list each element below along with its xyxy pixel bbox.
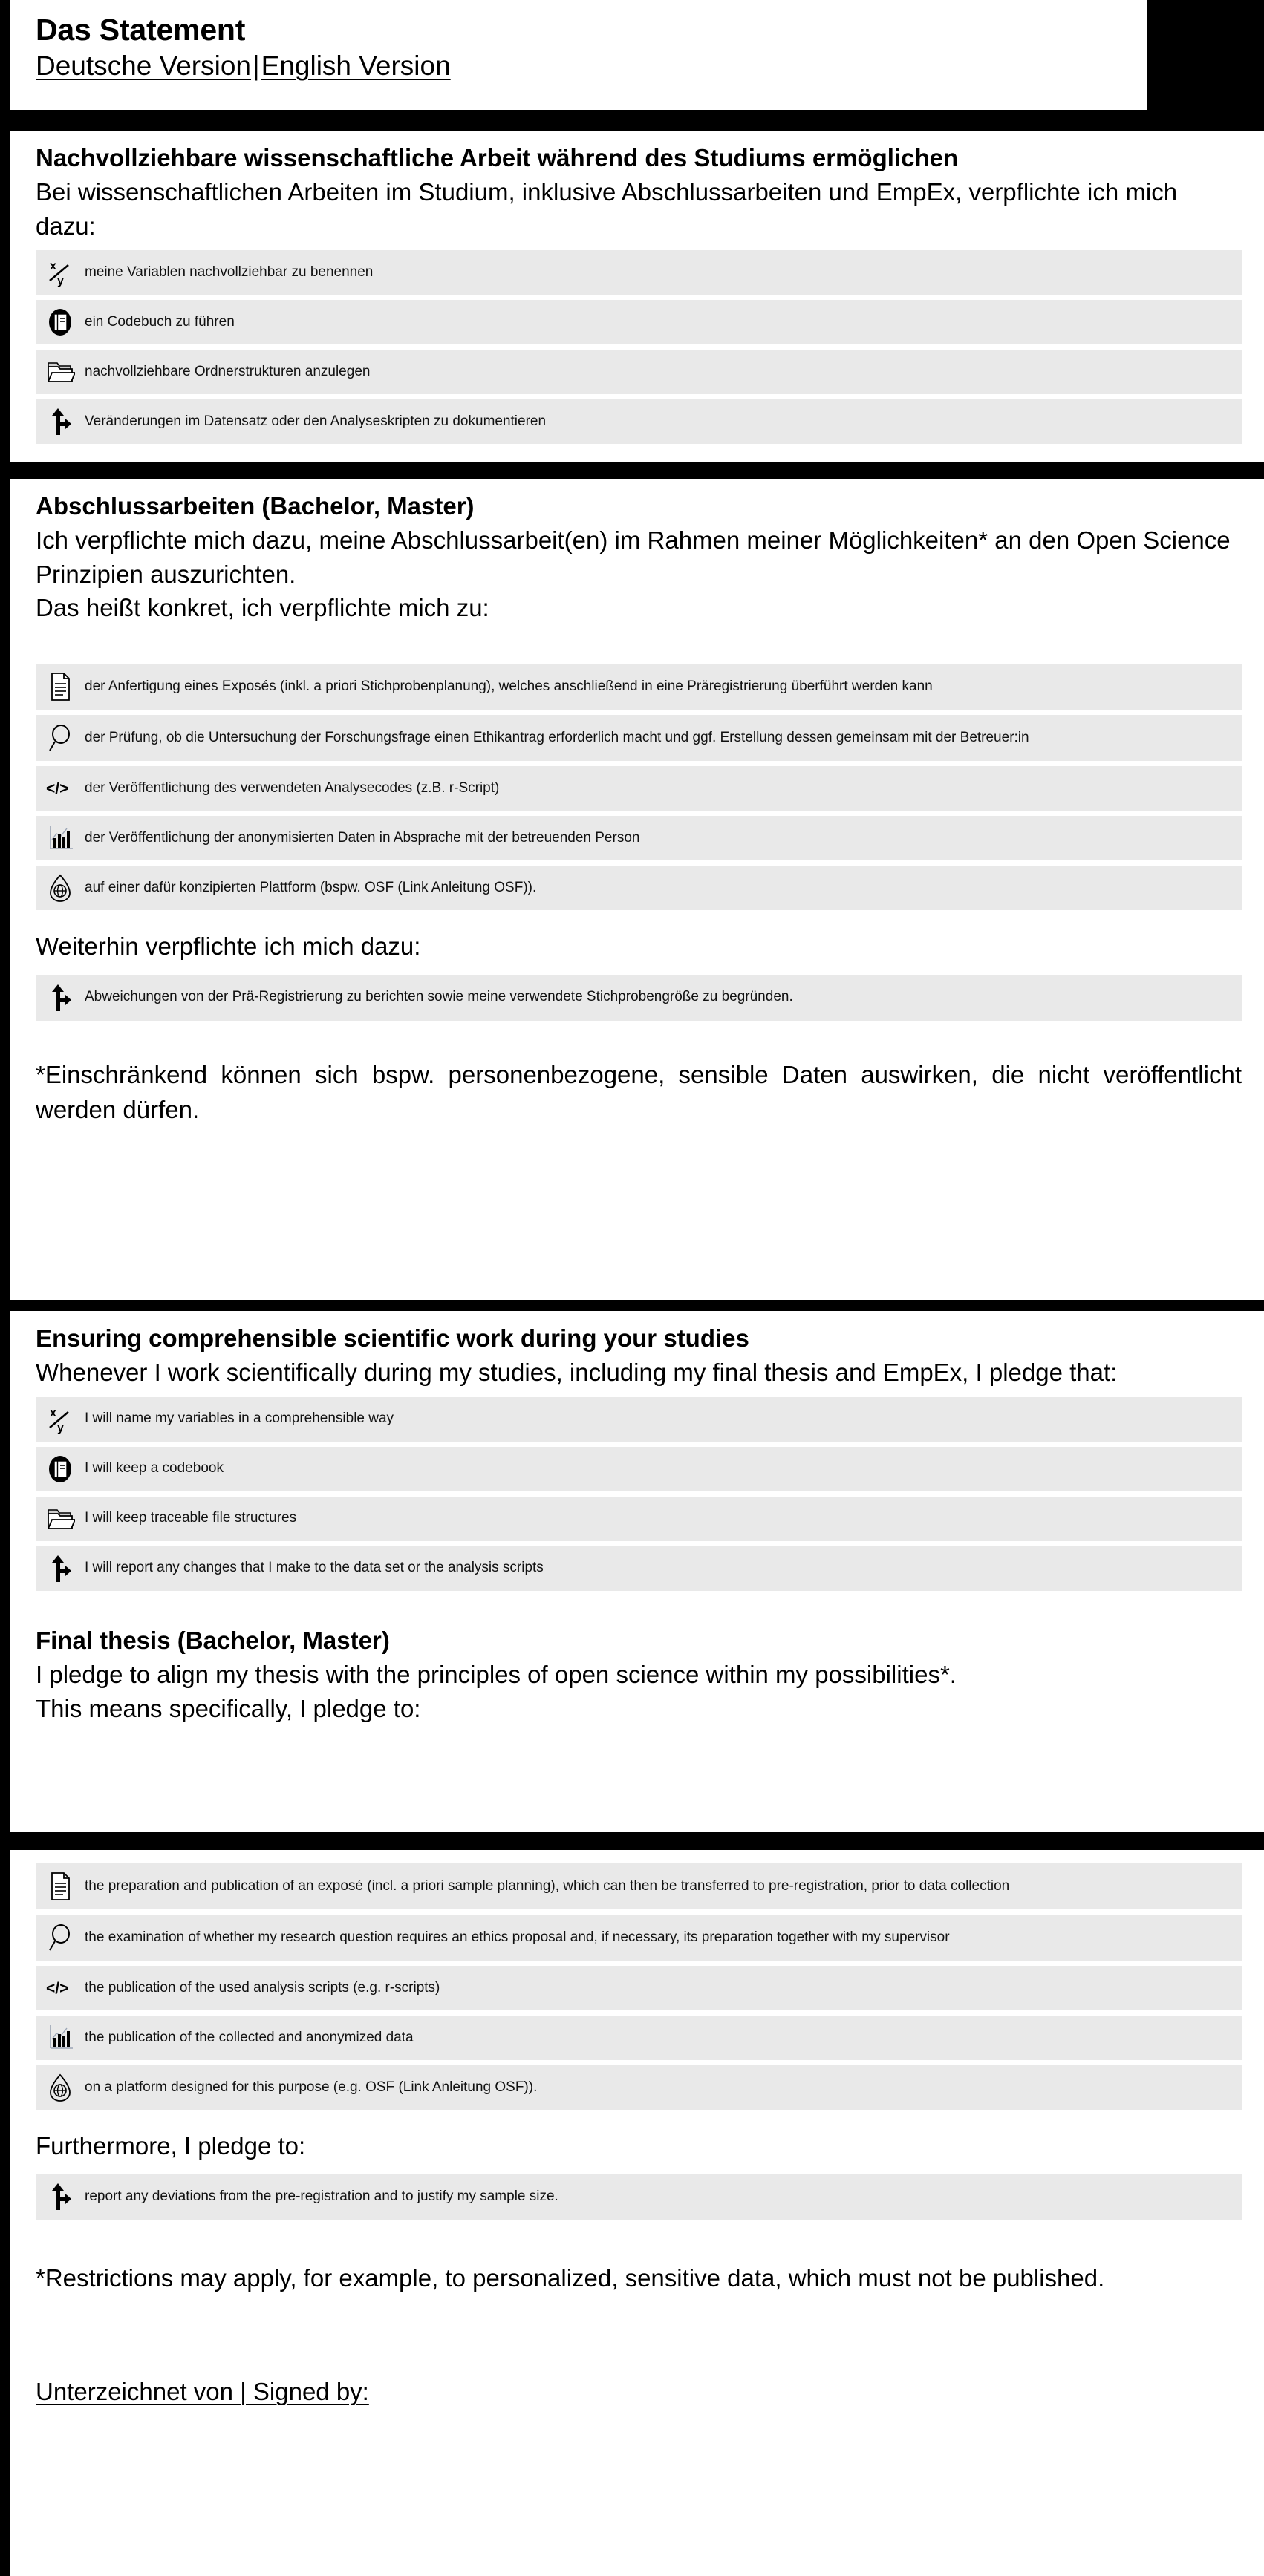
svg-text:x: x: [50, 1406, 56, 1419]
svg-text:</>: </>: [46, 780, 69, 798]
list-item[interactable]: [36, 715, 1242, 761]
magnifier-icon: [43, 1920, 77, 1955]
list-item[interactable]: [36, 664, 1242, 710]
list-item-label: Veränderungen im Datensatz oder den Analyseskripten zu dokumentieren: [85, 413, 547, 429]
list-item-label: auf einer dafür konzipierten Plattform (bspw. OSF (Link Anleitung OSF)).: [85, 880, 537, 895]
list-item[interactable]: [36, 1397, 1242, 1442]
section-en-thesis-further-list: [36, 2174, 1242, 2220]
section-en-thesis-lead: This means specifically, I pledge to:: [36, 1694, 421, 1722]
list-item-label: the publication of the collected and anonymized data: [85, 2029, 414, 2045]
svg-text:y: y: [57, 1421, 64, 1434]
list-item-label: nachvollziehbare Ordnerstrukturen anzulegen: [85, 363, 371, 379]
document-icon: [43, 1869, 77, 1903]
section-de-thesis-list: [36, 664, 1242, 910]
section-en-studies-paragraph: Whenever I work scientifically during my studies, including my final thesis and EmpEx, I pledge that:: [36, 1359, 1118, 1387]
codebook-icon: [43, 1452, 77, 1486]
list-item[interactable]: [36, 1863, 1242, 1909]
document-header: [10, 0, 1147, 110]
document-icon: [43, 670, 77, 704]
list-item-label: I will report any changes that I make to the data set or the analysis scripts: [85, 1560, 544, 1576]
list-item-label: on a platform designed for this purpose (e.g. OSF (Link Anleitung OSF)).: [85, 2079, 538, 2095]
list-item[interactable]: [36, 399, 1242, 444]
branching-arrow-icon: [43, 2180, 77, 2214]
list-item-label: Abweichungen von der Prä-Registrierung zu berichten sowie meine verwendete Stichprobengröße zu begründen.: [85, 989, 793, 1005]
section-en-thesis-list: [36, 1863, 1242, 2110]
section-en-thesis: [10, 1850, 1264, 2576]
globe-osf-icon: [43, 2070, 77, 2105]
section-en-thesis-further-lead: Furthermore, I pledge to:: [36, 2132, 306, 2160]
section-en-thesis-paragraph: I pledge to align my thesis with the principles of open science within my possibilities*.: [36, 1661, 957, 1688]
list-item[interactable]: [36, 975, 1242, 1021]
code-icon: [43, 1971, 77, 2005]
magnifier-icon: [43, 721, 77, 755]
section-de-studies: [10, 131, 1264, 462]
english-version-link[interactable]: English Version: [261, 50, 451, 82]
section-de-studies-heading: Nachvollziehbare wissenschaftliche Arbeit während des Studiums ermöglichen: [36, 144, 959, 171]
list-item-label: the publication of the used analysis scripts (e.g. r-scripts): [85, 1979, 440, 1995]
section-de-studies-paragraph: Bei wissenschaftlichen Arbeiten im Studium, inklusive Abschlussarbeiten und EmpEx, verpflichte ich mich dazu:: [36, 178, 1178, 240]
list-item[interactable]: [36, 1915, 1242, 1961]
folder-icon: [43, 1502, 77, 1536]
branching-arrow-icon: [43, 1552, 77, 1586]
section-en-thesis-heading: Final thesis (Bachelor, Master): [36, 1626, 390, 1654]
section-de-thesis-footnote: *Einschränkend können sich bspw. personenbezogene, sensible Daten auswirken, die nicht veröffentlicht werden dürfen.: [36, 1060, 1242, 1123]
section-en-thesis-footnote: *Restrictions may apply, for example, to personalized, sensitive data, which must not be published.: [36, 2264, 1105, 2292]
xy-variables-icon: [43, 255, 77, 290]
list-item-label: I will keep traceable file structures: [85, 1510, 297, 1526]
branching-arrow-icon: [43, 981, 77, 1015]
section-en-studies-heading: Ensuring comprehensible scientific work during your studies: [36, 1324, 749, 1352]
svg-text:x: x: [50, 260, 56, 273]
section-de-thesis-lead: Das heißt konkret, ich verpflichte mich zu:: [36, 594, 489, 622]
list-item-label: the preparation and publication of an exposé (incl. a priori sample planning), which can then be transferred to pre-registration, prior to data collection: [85, 1877, 1010, 1894]
code-icon: [43, 771, 77, 805]
list-item[interactable]: [36, 766, 1242, 811]
list-item[interactable]: [36, 866, 1242, 910]
language-switcher: [36, 50, 1147, 82]
list-item[interactable]: [36, 2174, 1242, 2220]
section-de-studies-list: [36, 250, 1242, 444]
section-de-thesis-paragraph: Ich verpflichte mich dazu, meine Abschlussarbeit(en) im Rahmen meiner Möglichkeiten* an den Open Science Prinzipien auszurichten.: [36, 526, 1231, 588]
codebook-icon: [43, 305, 77, 339]
folder-icon: [43, 355, 77, 389]
language-separator: |: [253, 50, 260, 82]
list-item[interactable]: [36, 350, 1242, 394]
list-item[interactable]: [36, 2065, 1242, 2110]
section-en-studies: [10, 1311, 1264, 1832]
list-item-label: ein Codebuch zu führen: [85, 313, 235, 330]
list-item[interactable]: [36, 300, 1242, 344]
list-item[interactable]: [36, 1497, 1242, 1541]
list-item-label: der Veröffentlichung des verwendeten Analysecodes (z.B. r-Script): [85, 780, 500, 796]
list-item-label: I will name my variables in a comprehensible way: [85, 1410, 394, 1427]
bar-chart-icon: [43, 821, 77, 855]
list-item-label: der Prüfung, ob die Untersuchung der Forschungsfrage einen Ethikantrag erforderlich macht und ggf. Erstellung dessen gemeinsam mit der Betreuer:in: [85, 730, 1029, 745]
section-de-thesis-further-list: [36, 975, 1242, 1021]
list-item[interactable]: [36, 1966, 1242, 2010]
section-de-thesis-further-lead: Weiterhin verpflichte ich mich dazu:: [36, 932, 421, 961]
globe-osf-icon: [43, 871, 77, 905]
signature-label: Unterzeichnet von | Signed by:: [36, 2378, 369, 2406]
list-item-label: der Anfertigung eines Exposés (inkl. a priori Stichprobenplanung), welches anschließend in eine Präregistrierung überführt werden kann: [85, 679, 933, 694]
section-de-thesis: [10, 479, 1264, 1300]
section-en-studies-list: [36, 1397, 1242, 1591]
list-item-label: report any deviations from the pre-registration and to justify my sample size.: [85, 2188, 558, 2204]
bar-chart-icon: [43, 2021, 77, 2055]
svg-text:y: y: [57, 275, 64, 287]
svg-text:</>: </>: [46, 1980, 69, 1997]
german-version-link[interactable]: Deutsche Version: [36, 50, 252, 82]
xy-variables-icon: [43, 1402, 77, 1436]
list-item[interactable]: [36, 2016, 1242, 2060]
list-item[interactable]: [36, 1447, 1242, 1491]
list-item-label: the examination of whether my research question requires an ethics proposal and, if necessary, its preparation together with my supervisor: [85, 1929, 950, 1945]
list-item-label: I will keep a codebook: [85, 1460, 224, 1477]
branching-arrow-icon: [43, 405, 77, 439]
page-title: Das Statement: [36, 13, 246, 47]
list-item[interactable]: [36, 1546, 1242, 1591]
list-item-label: der Veröffentlichung der anonymisierten Daten in Absprache mit der betreuenden Person: [85, 830, 640, 846]
list-item-label: meine Variablen nachvollziehbar zu benennen: [85, 264, 374, 280]
list-item[interactable]: [36, 816, 1242, 860]
section-de-thesis-heading: Abschlussarbeiten (Bachelor, Master): [36, 492, 475, 520]
list-item[interactable]: [36, 250, 1242, 295]
